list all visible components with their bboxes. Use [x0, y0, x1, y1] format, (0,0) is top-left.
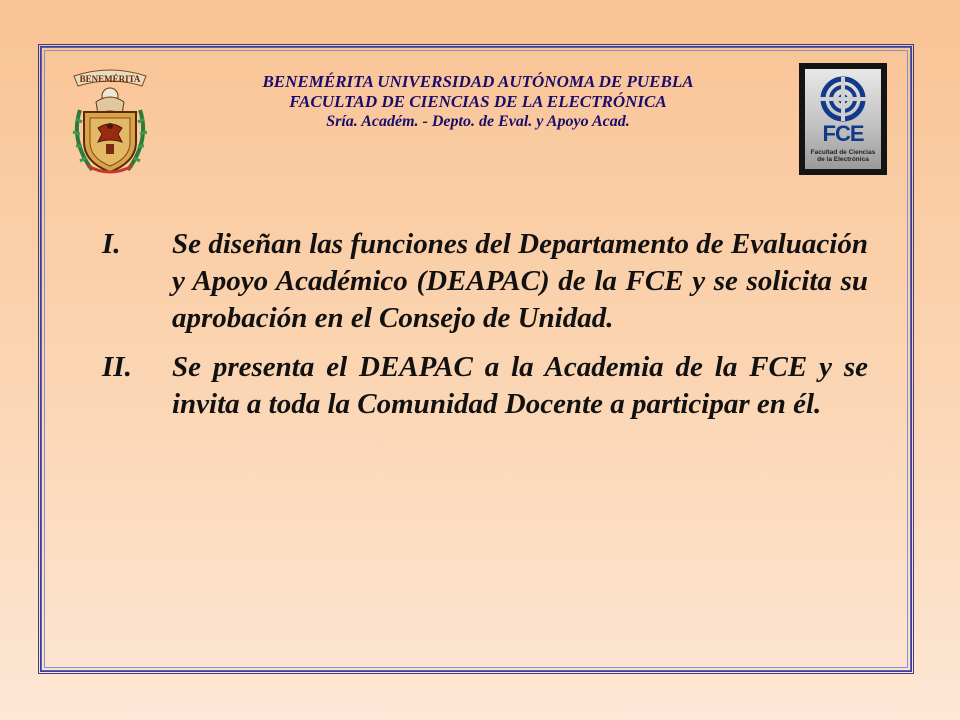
university-name: BENEMÉRITA UNIVERSIDAD AUTÓNOMA DE PUEBLA [262, 72, 694, 91]
buap-seal-text: BENEMÉRITA [79, 74, 141, 84]
point-number: I. [102, 228, 121, 260]
fce-subtitle-line-2: de la Electrónica [817, 156, 869, 163]
point-item [102, 349, 868, 423]
institution-header [150, 72, 806, 132]
department-name: Sría. Académ. - Depto. de Eval. y Apoyo Acad. [326, 113, 630, 130]
point-text: Se presenta el DEAPAC a la Academia de la FCE y se invita a toda la Comunidad Docente a participar en él. [172, 351, 868, 420]
points-list [102, 226, 868, 435]
fce-wordmark: FCE [822, 121, 864, 146]
buap-seal-icon [62, 62, 158, 180]
fce-subtitle-line-1: Facultad de Ciencias [810, 149, 876, 156]
fce-logo-icon [799, 63, 887, 175]
point-item [102, 226, 868, 337]
faculty-name: FACULTAD DE CIENCIAS DE LA ELECTRÓNICA [289, 92, 667, 111]
point-number: II. [102, 351, 132, 383]
point-text: Se diseñan las funciones del Departamento de Evaluación y Apoyo Académico (DEAPAC) de la FCE y se solicita su aprobación en el Consejo de Unidad. [172, 228, 868, 334]
fce-subtitle [807, 149, 879, 163]
fce-logo-panel [805, 69, 881, 169]
